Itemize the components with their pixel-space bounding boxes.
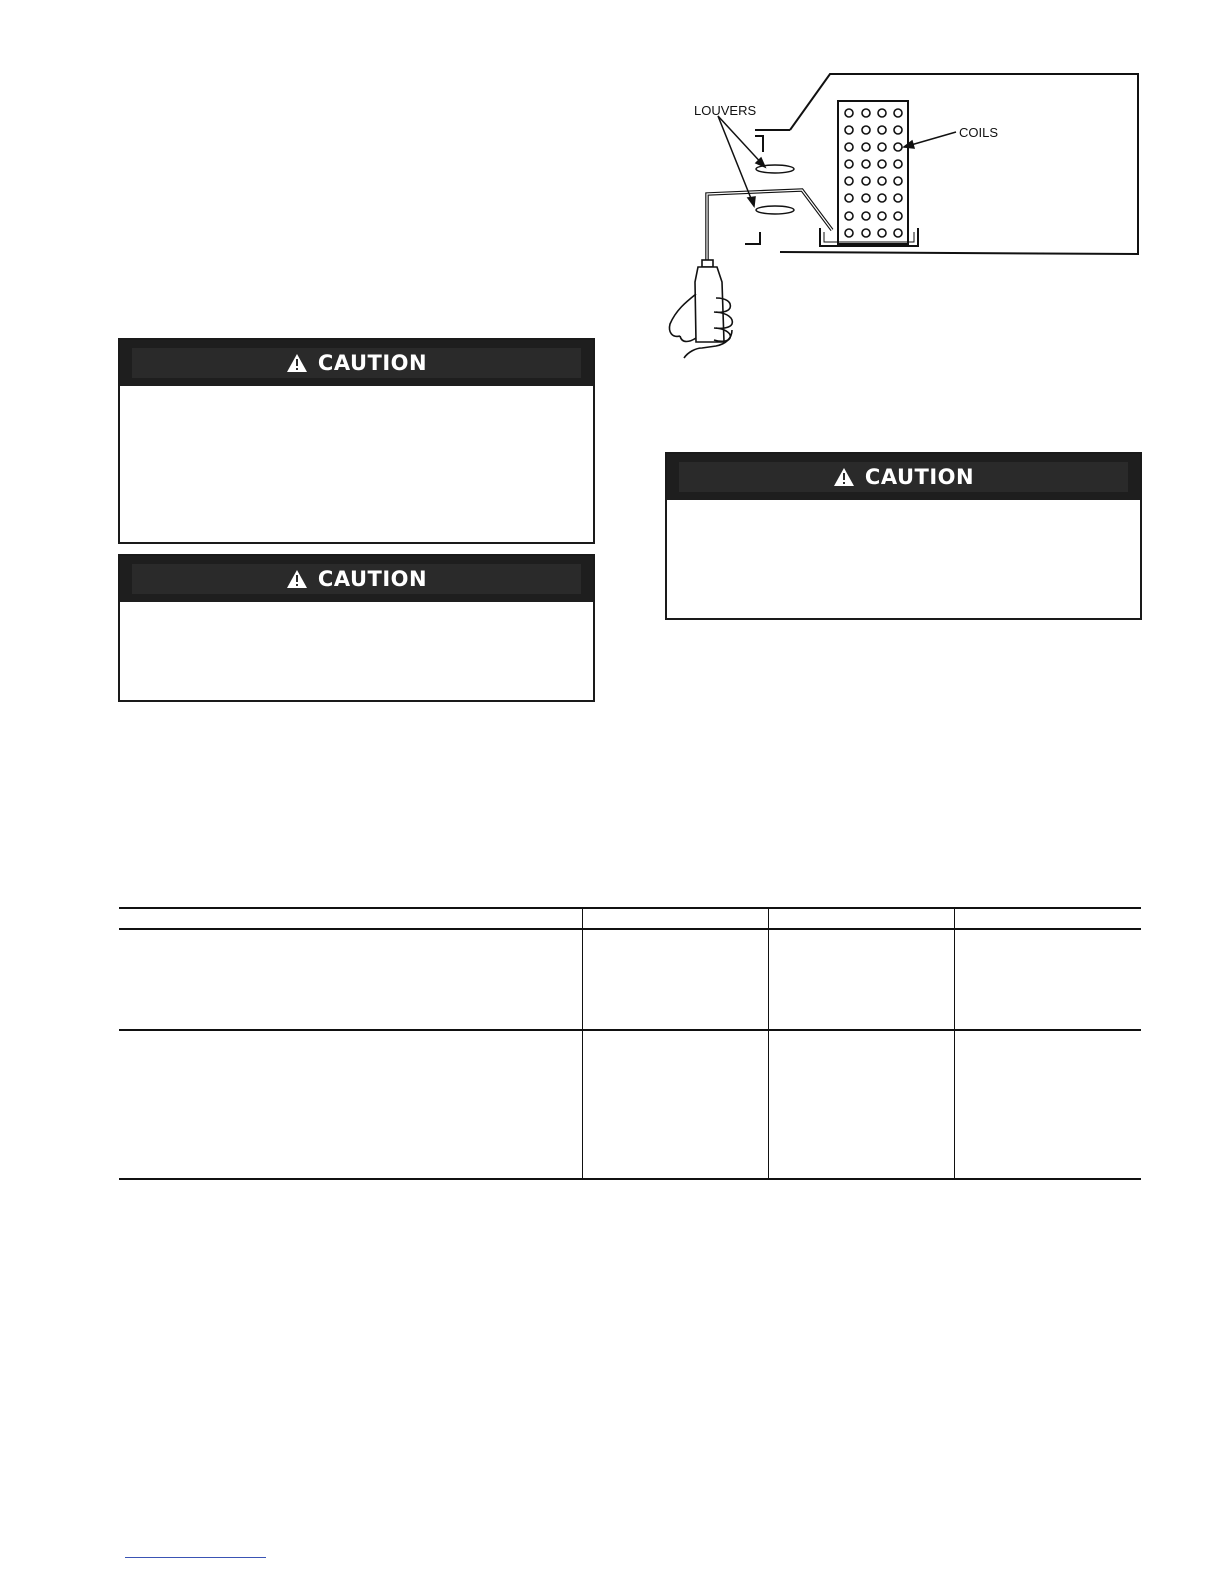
table-top-rule — [119, 907, 1141, 909]
warning-triangle-icon — [286, 569, 308, 589]
table-col-divider — [768, 907, 769, 1180]
table-col-divider — [582, 907, 583, 1180]
caution-body — [120, 386, 593, 542]
caution-body — [667, 500, 1140, 618]
caution-header — [667, 454, 1140, 500]
caution-box-1 — [118, 338, 595, 544]
upper-louver-bracket — [755, 136, 763, 152]
louvers-label: LOUVERS — [694, 103, 757, 118]
footer-link-rule — [125, 1557, 266, 1558]
caution-body — [120, 602, 593, 700]
spray-bottle-icon — [695, 260, 724, 342]
lower-louver-bracket — [745, 232, 760, 244]
coils-pointer — [904, 132, 956, 148]
coil-cleaning-figure — [660, 66, 1150, 366]
louver-lower — [756, 206, 794, 214]
table-row-rule — [119, 1029, 1141, 1031]
coils-label: COILS — [959, 125, 999, 140]
caution-box-3 — [665, 452, 1142, 620]
coil-panel — [838, 101, 908, 244]
caution-label: CAUTION — [317, 351, 428, 375]
caution-band — [132, 348, 581, 378]
caution-label: CAUTION — [864, 465, 975, 489]
table-bottom-rule — [119, 1178, 1141, 1180]
caution-band — [132, 564, 581, 594]
caution-label: CAUTION — [317, 567, 428, 591]
unit-housing — [780, 74, 1138, 254]
warning-triangle-icon — [833, 467, 855, 487]
caution-header — [120, 340, 593, 386]
spec-table — [119, 907, 1141, 1180]
caution-band — [679, 462, 1128, 492]
coil-tubes — [845, 109, 902, 237]
table-col-divider — [954, 907, 955, 1180]
caution-header — [120, 556, 593, 602]
table-header-rule — [119, 928, 1141, 930]
warning-triangle-icon — [286, 353, 308, 373]
caution-box-2 — [118, 554, 595, 702]
